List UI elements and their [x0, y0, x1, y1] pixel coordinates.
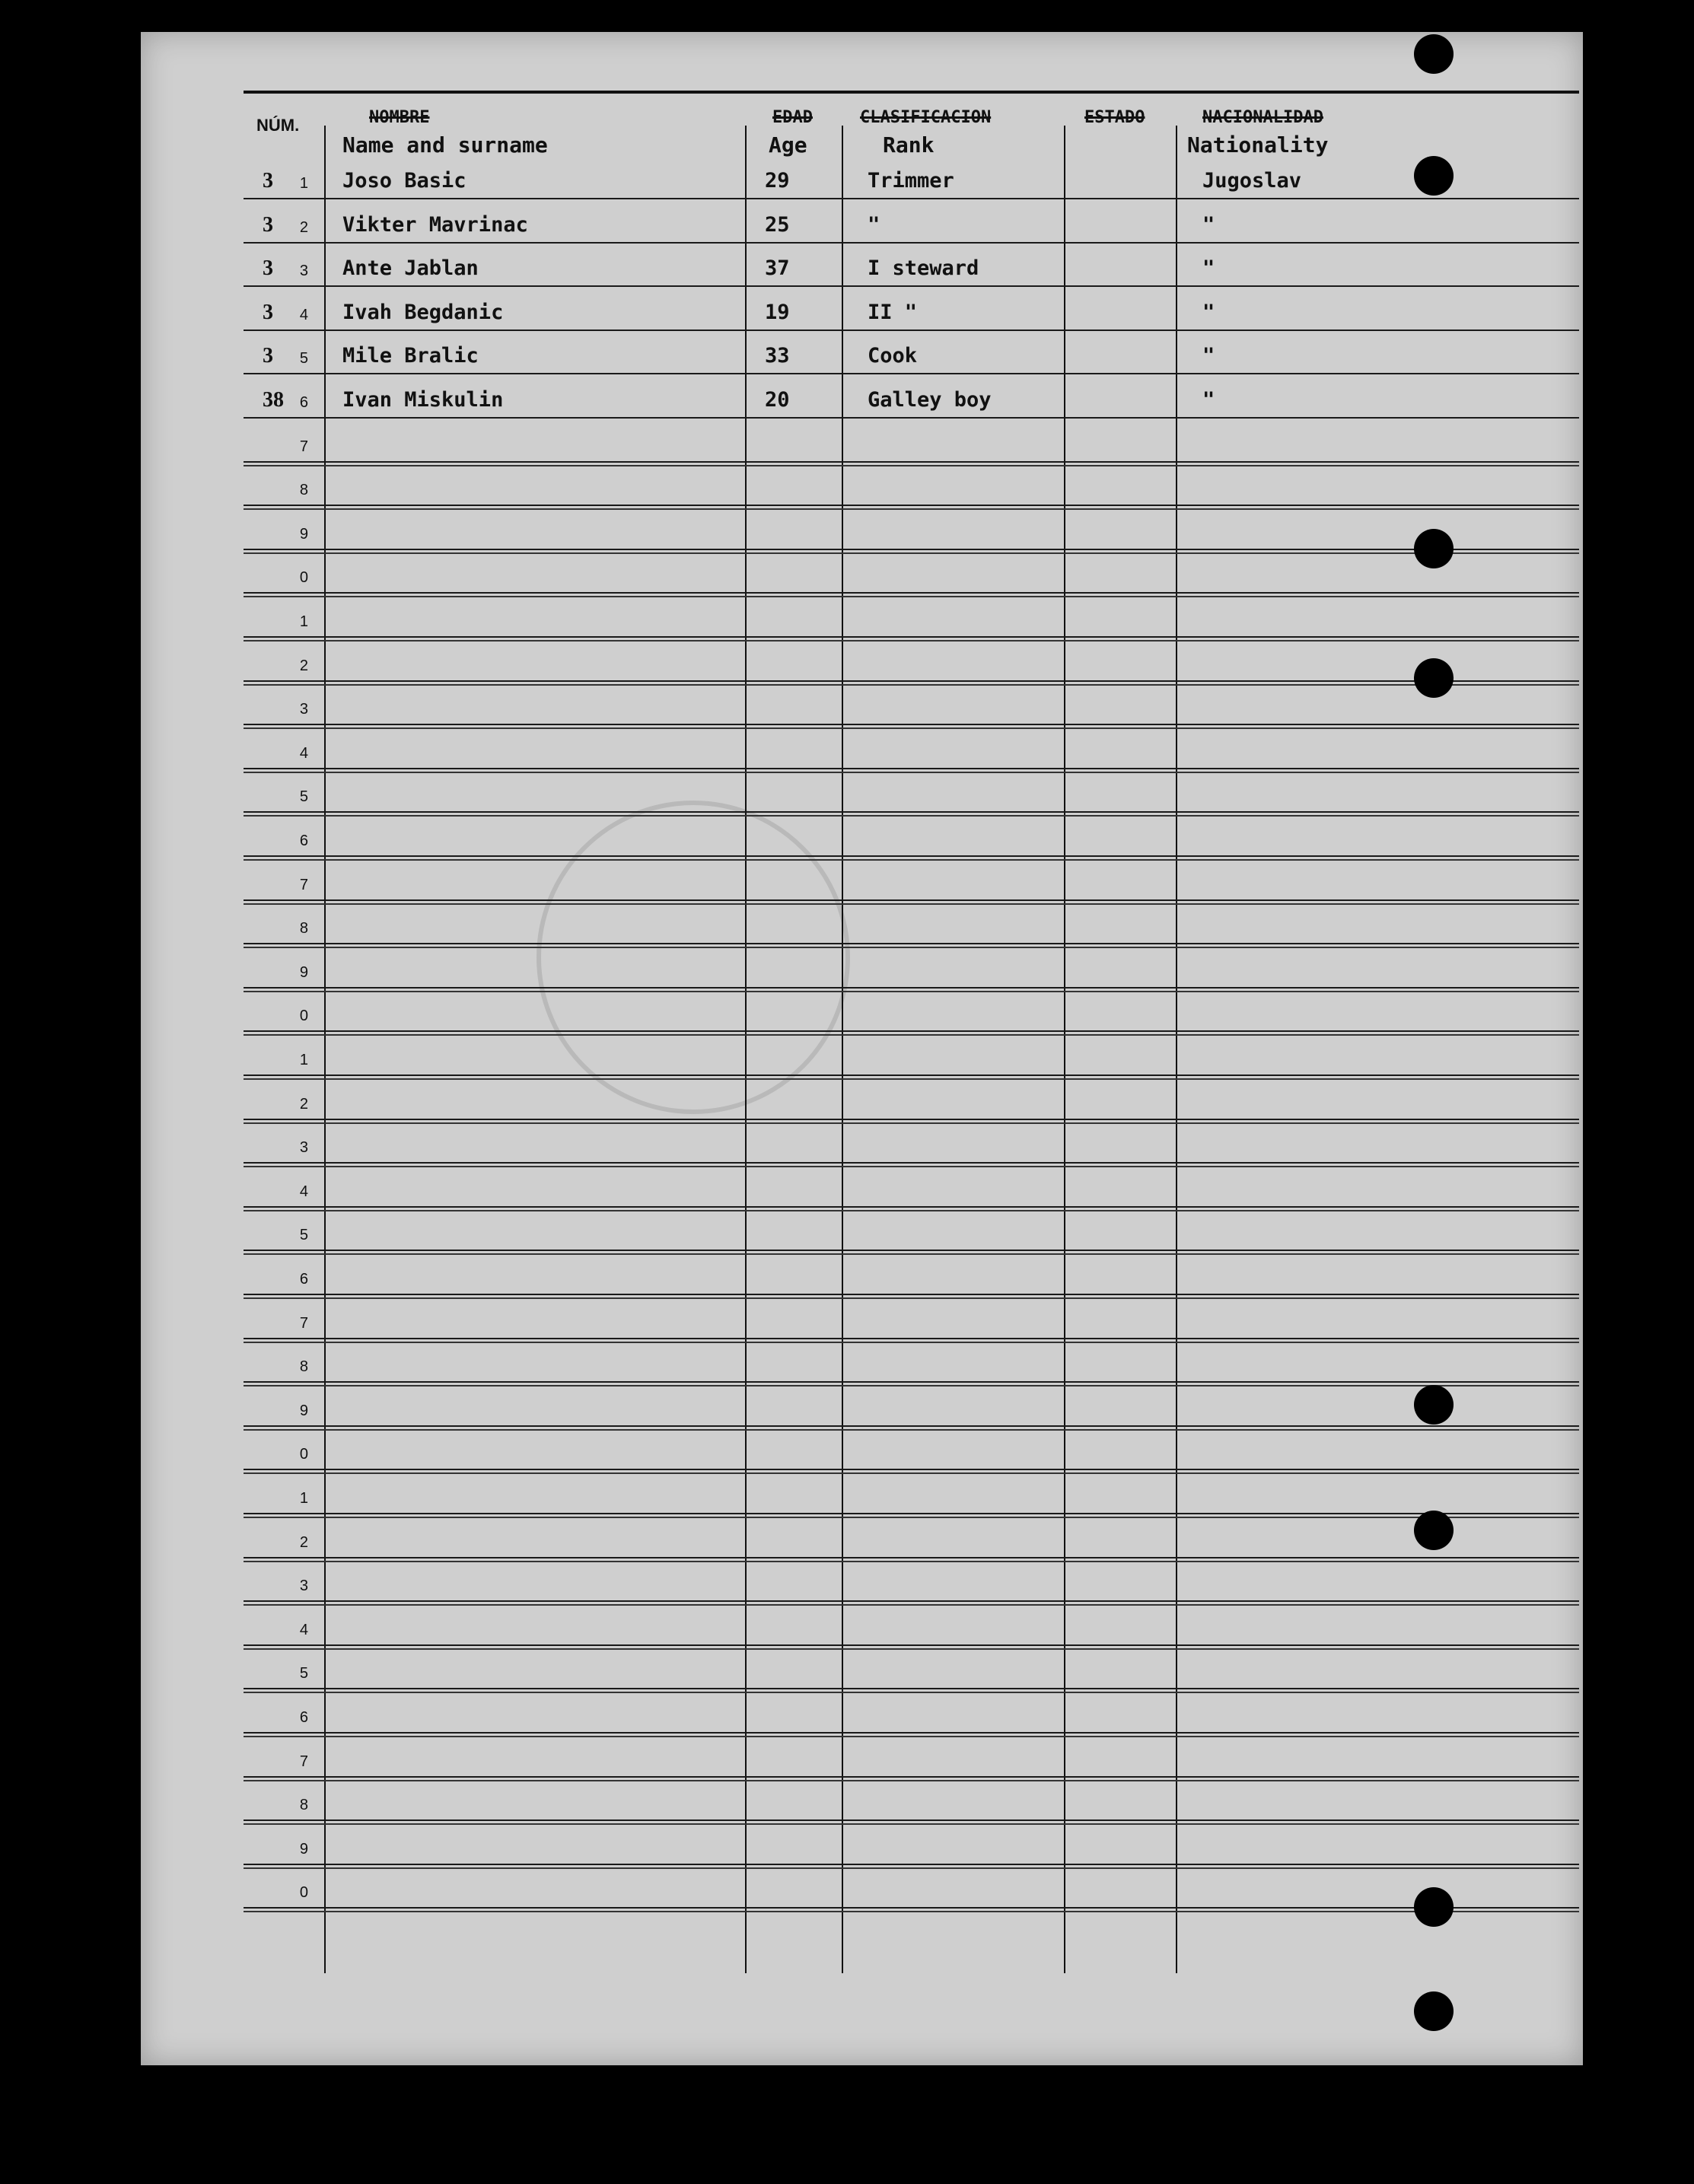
row-number: 8 [299, 920, 308, 938]
row-rule [244, 724, 1579, 725]
row-rule [244, 680, 1579, 682]
row-rule [244, 461, 1579, 463]
punch-hole [1414, 1887, 1454, 1927]
row-number: 6 [299, 833, 308, 849]
row-number: 5 [299, 1665, 308, 1683]
row-rule [244, 1557, 1579, 1558]
row-number: 6 [299, 1709, 308, 1726]
row-number: 2 [299, 1533, 308, 1551]
row-number: 3 [299, 701, 308, 718]
crew-rank: " [868, 212, 880, 237]
row-number: 1 [299, 1490, 308, 1507]
row-number: 2 [299, 218, 308, 236]
row-rule [244, 1732, 1579, 1734]
row-number: 8 [299, 482, 308, 499]
row-rule [244, 943, 1579, 944]
handwritten-number: 38 [263, 388, 284, 412]
column-rule [745, 126, 747, 1973]
row-rule [244, 1644, 1579, 1646]
row-number: 5 [299, 788, 308, 806]
punch-hole [1414, 34, 1454, 74]
row-number: 7 [299, 1753, 308, 1770]
crew-rank: Trimmer [868, 169, 954, 193]
row-number: 8 [299, 1797, 308, 1814]
faded-stamp [537, 801, 850, 1114]
crew-nationality: Jugoslav [1202, 169, 1302, 193]
row-rule [244, 1162, 1579, 1164]
row-rule [244, 549, 1579, 550]
row-rule [244, 1206, 1579, 1208]
row-rule [244, 1074, 1579, 1076]
row-number: 3 [299, 1578, 308, 1595]
column-rule [842, 126, 843, 1973]
crew-age: 29 [765, 169, 790, 193]
crew-nationality: " [1202, 300, 1215, 324]
row-rule [244, 1776, 1579, 1778]
row-rule [244, 198, 1579, 199]
header-rank-es: CLASIFICACION [860, 108, 992, 127]
manifest-sheet [141, 32, 1583, 2065]
row-rule [244, 592, 1579, 594]
crew-name: Joso Basic [342, 169, 466, 193]
row-rule [244, 636, 1579, 638]
header-rule [244, 91, 1579, 94]
row-rule [244, 1864, 1579, 1865]
crew-rank: Cook [868, 344, 918, 368]
punch-hole [1414, 1991, 1454, 2031]
handwritten-number: 3 [263, 212, 273, 237]
row-rule [244, 1425, 1579, 1427]
punch-hole [1414, 658, 1454, 698]
row-rule [244, 1338, 1579, 1339]
row-rule [244, 1294, 1579, 1295]
row-number: 3 [299, 263, 308, 280]
row-number: 6 [299, 394, 308, 411]
header-num: NÚM. [256, 116, 300, 135]
row-number: 9 [299, 1840, 308, 1858]
row-rule [244, 1819, 1579, 1821]
row-number: 0 [299, 569, 308, 587]
punch-hole [1414, 1511, 1454, 1550]
crew-nationality: " [1202, 388, 1215, 412]
handwritten-number: 3 [263, 344, 273, 368]
handwritten-number: 3 [263, 300, 273, 324]
row-rule [244, 1688, 1579, 1689]
row-number: 1 [299, 1052, 308, 1068]
crew-rank: Galley boy [868, 388, 992, 412]
crew-rank: I steward [868, 256, 979, 281]
row-number: 7 [299, 438, 308, 455]
row-number: 0 [299, 1884, 308, 1902]
column-rule [1176, 126, 1177, 1973]
handwritten-number: 3 [263, 256, 273, 281]
column-rule [324, 126, 326, 1973]
row-number: 9 [299, 1402, 308, 1419]
row-rule [244, 285, 1579, 287]
crew-age: 19 [765, 300, 790, 324]
row-rule [244, 811, 1579, 813]
row-rule [244, 855, 1579, 857]
row-number: 2 [299, 657, 308, 674]
row-number: 0 [299, 1446, 308, 1463]
crew-age: 20 [765, 388, 790, 412]
row-rule [244, 1600, 1579, 1602]
row-number: 7 [299, 1314, 308, 1332]
header-nationality-es: NACIONALIDAD [1202, 108, 1323, 127]
punch-hole [1414, 156, 1454, 196]
row-rule [244, 768, 1579, 769]
row-number: 5 [299, 1227, 308, 1244]
row-number: 1 [299, 175, 308, 192]
crew-name: Ivah Begdanic [342, 300, 504, 324]
header-age-en: Age [769, 132, 807, 158]
row-number: 6 [299, 1271, 308, 1288]
row-number: 4 [299, 1183, 308, 1200]
header-nationality-en: Nationality [1187, 132, 1329, 158]
row-number: 0 [299, 1008, 308, 1025]
row-number: 4 [299, 306, 308, 323]
row-rule [244, 242, 1579, 244]
crew-name: Ivan Miskulin [342, 388, 504, 412]
crew-name: Vikter Mavrinac [342, 212, 528, 237]
row-rule [244, 417, 1579, 419]
row-number: 4 [299, 1621, 308, 1638]
row-rule [244, 1381, 1579, 1383]
row-rule [244, 1907, 1579, 1909]
column-rule [1064, 126, 1065, 1973]
row-rule [244, 330, 1579, 331]
header-name-es: NOMBRE [369, 108, 430, 127]
crew-age: 25 [765, 212, 790, 237]
row-rule [244, 1469, 1579, 1470]
crew-age: 33 [765, 344, 790, 368]
row-number: 4 [299, 744, 308, 762]
row-number: 9 [299, 525, 308, 543]
row-rule [244, 1250, 1579, 1251]
crew-age: 37 [765, 256, 790, 281]
row-number: 8 [299, 1358, 308, 1376]
header-status-es: ESTADO [1084, 108, 1145, 127]
row-rule [244, 987, 1579, 989]
row-number: 7 [299, 876, 308, 893]
header-rank-en: Rank [883, 132, 935, 158]
crew-nationality: " [1202, 256, 1215, 281]
row-number: 2 [299, 1095, 308, 1113]
row-number: 1 [299, 613, 308, 630]
row-number: 5 [299, 350, 308, 368]
row-rule [244, 1030, 1579, 1032]
row-rule [244, 1119, 1579, 1120]
row-rule [244, 899, 1579, 901]
crew-rank: II " [868, 300, 918, 324]
crew-name: Mile Bralic [342, 344, 479, 368]
row-rule [244, 505, 1579, 506]
handwritten-number: 3 [263, 169, 273, 193]
row-rule [244, 373, 1579, 374]
crew-nationality: " [1202, 344, 1215, 368]
header-age-es: EDAD [772, 108, 813, 127]
punch-hole [1414, 1385, 1454, 1425]
crew-name: Ante Jablan [342, 256, 479, 281]
row-number: 3 [299, 1139, 308, 1157]
header-name-en: Name and surname [342, 132, 548, 158]
row-rule [244, 1513, 1579, 1514]
row-number: 9 [299, 963, 308, 981]
punch-hole [1414, 529, 1454, 568]
crew-nationality: " [1202, 212, 1215, 237]
